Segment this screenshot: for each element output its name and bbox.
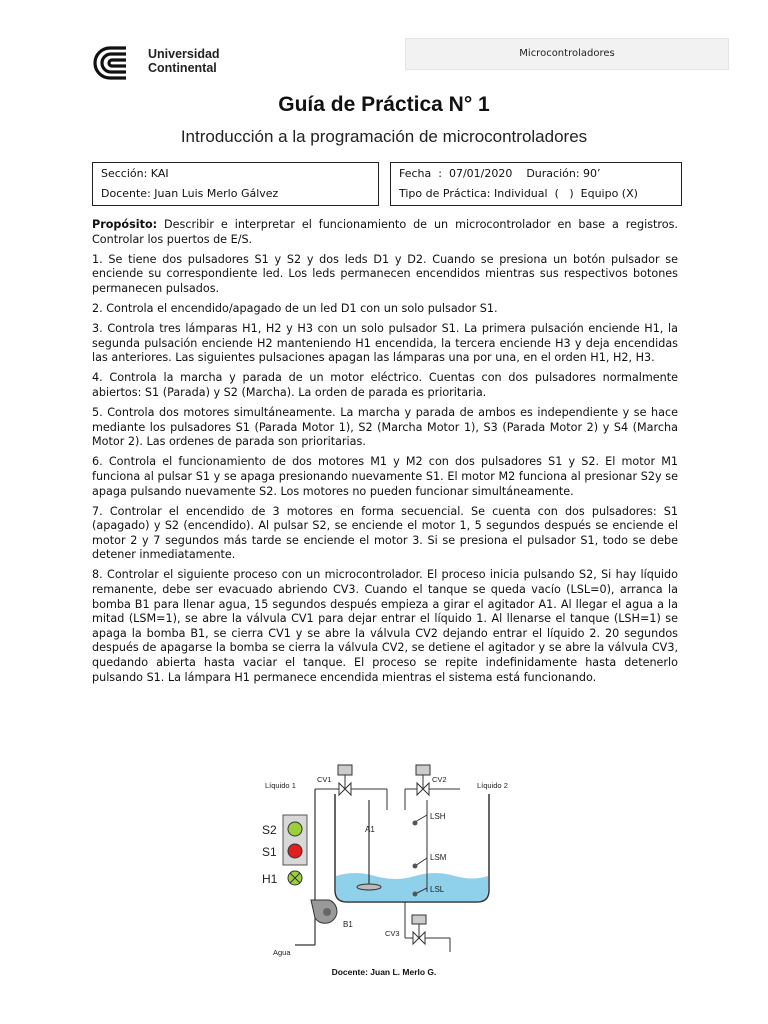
course-label-box — [405, 38, 729, 70]
s1-button — [288, 844, 302, 858]
university-name-line1: Universidad — [148, 47, 220, 61]
agitator-blade — [357, 884, 381, 890]
cv3-actuator — [412, 915, 426, 924]
cv2-label: CV2 — [432, 775, 447, 784]
exercise-8: 8. Controlar el siguiente proceso con un microcontrolador. El proceso inicia pulsando S2, Si hay líquido remanente, debe ser evacuado abriendo CV3. Cuando el tanque se queda vacío (LSL=0), arranca la bomba B1 para llenar agua, 15 segundos después empieza a girar el agitador A1. Al llegar el agua a la mitad (LSM=1), se abre la válvula CV1 para dejar entrar el líquido 1. Al llenarse el tanque (LSH=1) se apaga la bomba B1, se cierra CV1 y se abre la válvula CV2 dejando entrar el líquido 2. 20 segundos después de apagarse la bomba se cierra la válvula CV2, se detiene el agitador y se abre la válvula CV3, quedando abierta hasta vaciar el tanque. El proceso se repite indefinidamente hasta detenerlo pulsando S1. La lámpara H1 permanece encendida mientras el sistema está funcionando. — [92, 568, 678, 684]
cv3-label: CV3 — [385, 929, 400, 938]
teacher-text: Docente: Juan Luis Merlo Gálvez — [101, 187, 279, 200]
exercise-4: 4. Controla la marcha y parada de un motor eléctrico. Cuentas con dos pulsadores normalmente abiertos: S1 (Parada) y S2 (Marcha). La orden de parada es prioritaria. — [92, 371, 678, 399]
logo-mark-icon — [95, 48, 126, 78]
lsm-label: LSM — [430, 853, 447, 862]
lsl-label: LSL — [430, 885, 445, 894]
a1-label: A1 — [365, 825, 375, 834]
purpose-text: Describir e interpretar el funcionamiento de un microcontrolador en base a registros. Controlar los puertos de E/S. — [92, 218, 678, 246]
lsh-label: LSH — [430, 812, 446, 821]
info-box-left — [92, 162, 379, 206]
exercise-5: 5. Controla dos motores simultáneamente. La marcha y parada de ambos es independiente y se hace mediante los pulsadores S1 (Parada Motor 1), S2 (Marcha Motor 1), S3 (Parada Motor 2) y S4 (Marcha Motor 2). Las ordenes de parada son prioritarias. — [92, 406, 678, 449]
cv1-actuator — [338, 765, 352, 775]
s2-button — [288, 822, 302, 836]
s2-label: S2 — [262, 823, 277, 837]
process-diagram — [255, 760, 525, 960]
exercise-6: 6. Controla el funcionamiento de dos motores M1 y M2 con dos pulsadores S1 y S2. El motor M1 funciona al pulsar S1 y se apaga presionando nuevamente S1. El motor M2 funciona al presionar S2y se apaga pulsando nuevamente S2. Los motores no pueden funcionar simultáneamente. — [92, 455, 678, 498]
exercise-7: 7. Controlar el encendido de 3 motores en forma secuencial. Se cuenta con dos pulsadores: S1 (apagado) y S2 (encendido). Al pulsar S2, se enciende el motor 1, 5 segundos después se enciende el motor 2 y 7 segundos más tarde se enciende el motor 3. Si se presiona el pulsador S1, todo se debe detener inmediatamente. — [92, 504, 678, 562]
footer-teacher: Docente: Juan L. Merlo G. — [331, 967, 437, 977]
exercise-2: 2. Controla el encendido/apagado de un led D1 con un solo pulsador S1. — [92, 301, 498, 315]
s1-label: S1 — [262, 845, 277, 859]
section-text: Sección: KAI — [101, 167, 169, 180]
cv1-label: CV1 — [317, 775, 332, 784]
university-name-line2: Continental — [148, 61, 217, 75]
info-box-right — [390, 162, 682, 206]
date-duration-text: Fecha : 07/01/2020 Duración: 90’ — [399, 167, 601, 180]
course-label: Microcontroladores — [519, 48, 615, 59]
body-text — [92, 218, 678, 691]
exercise-3: 3. Controla tres lámparas H1, H2 y H3 con un solo pulsador S1. La primera pulsación enciende H1, la segunda pulsación enciende H2 manteniendo H1 encendida, la tercera enciende H3 y deja encendidas las anteriores. Las siguientes pulsaciones apagan las lámparas una por una, en el orden H1, H2, H3. — [92, 322, 678, 365]
university-name — [148, 47, 220, 75]
purpose-label: Propósito: — [92, 218, 158, 231]
page-title: Guía de Práctica N° 1 — [278, 93, 490, 116]
agua-label: Agua — [273, 948, 291, 957]
purpose-paragraph — [92, 218, 678, 247]
practice-type-text: Tipo de Práctica: Individual ( ) Equipo (X) — [399, 187, 638, 200]
liquid1-label: Líquido 1 — [265, 781, 296, 790]
page-subtitle: Introducción a la programación de microcontroladores — [180, 127, 588, 146]
liquid2-label: Líquido 2 — [477, 781, 508, 790]
b1-label: B1 — [343, 920, 353, 929]
h1-label: H1 — [262, 872, 278, 886]
exercise-1: 1. Se tiene dos pulsadores S1 y S2 y dos leds D1 y D2. Cuando se presiona un botón pulsador se enciende su correspondiente led. Los leds permanecen encendidos mientras sus respectivos botones permanecen pulsados. — [92, 252, 678, 295]
cv2-actuator — [416, 765, 430, 775]
